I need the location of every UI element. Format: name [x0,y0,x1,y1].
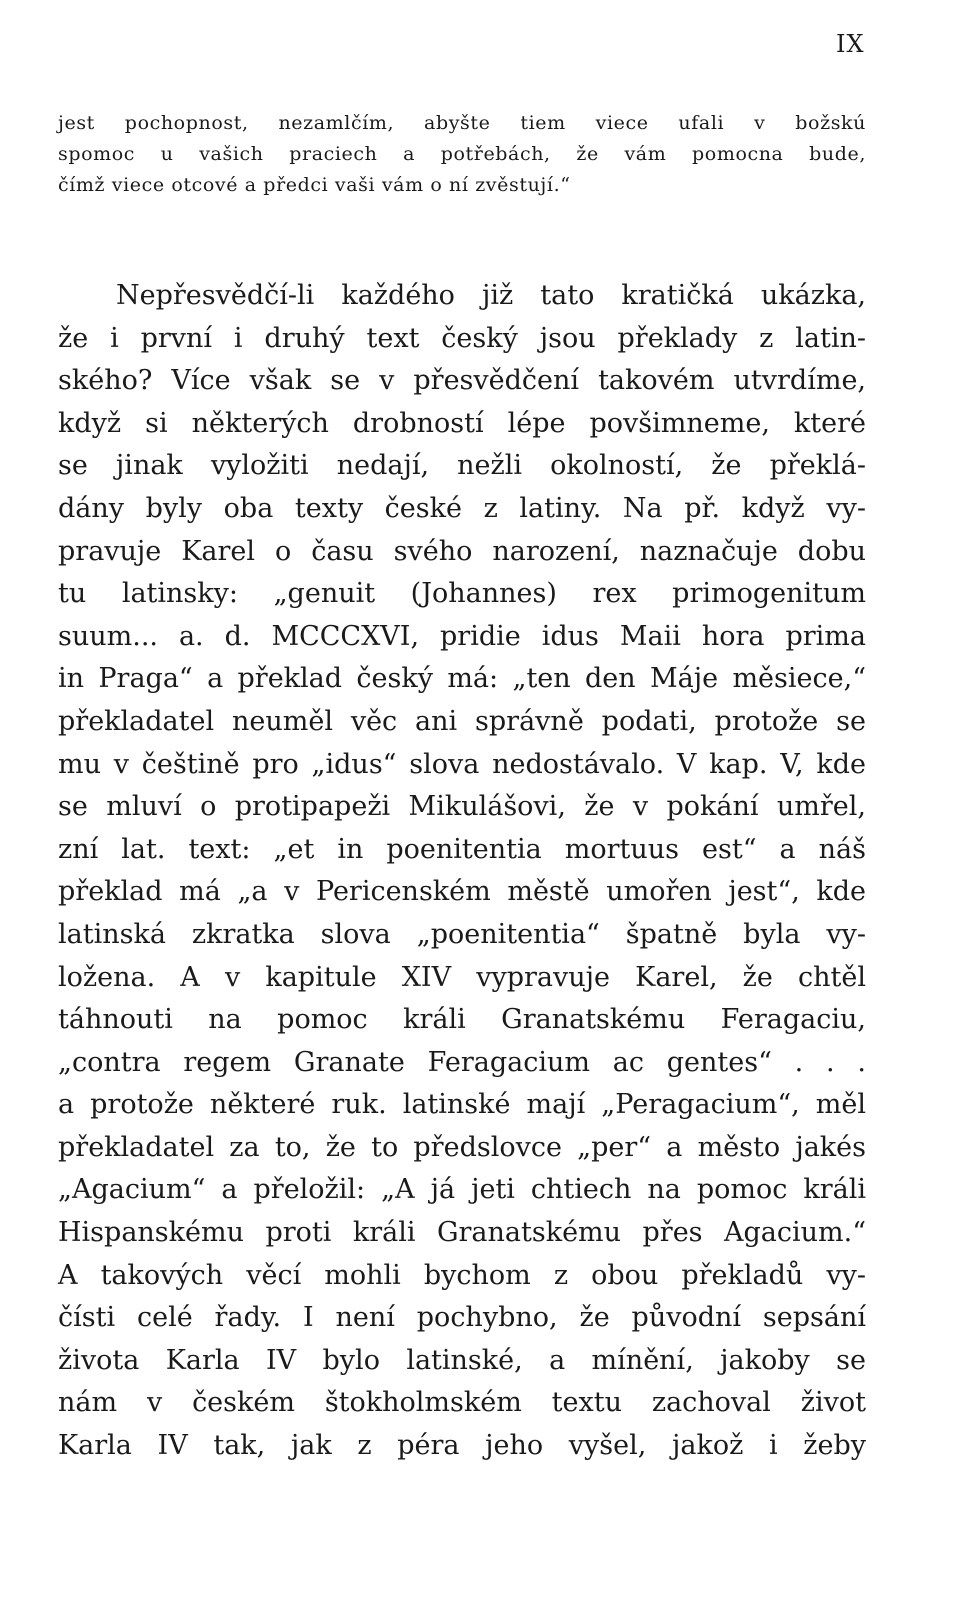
body-line: Hispanskému proti králi Granatskému přes Agacium.“ [58,1217,866,1249]
body-line: A takových věcí mohli bychom z obou překladů vy- [58,1259,866,1291]
body-line: Nepřesvědčí-li každého již tato kratičká ukázka, [116,280,866,311]
body-line: suum... a. d. MCCCXVI, pridie idus Maii hora prima [58,620,866,652]
quote-line: spomoc u vašich praciech a potřebách, že vám pomocna bude, [58,143,866,165]
body-line: překladatel neuměl věc ani správně podati, protože se [58,705,866,737]
quote-block [58,108,866,201]
body-line: překlad má „a v Pericenském městě umořen jest“, kde [58,876,866,908]
body-line: života Karla IV bylo latinské, a mínění, jakoby se [58,1344,866,1376]
body-line: dány byly oba texty české z latiny. Na př. když vy- [58,492,866,524]
body-line: „Agacium“ a přeložil: „A já jeti chtiech na pomoc králi [58,1174,866,1206]
body-line: se jinak vyložiti nedají, nežli okolností, že překlá- [58,450,866,482]
body-line: in Praga“ a překlad český má: „ten den Máje měsiece,“ [58,663,866,695]
body-line: překladatel za to, že to předslovce „per“ a město jakés [58,1131,866,1163]
body-line: ložena. A v kapitule XIV vypravuje Karel, že chtěl [58,961,866,993]
body-line: že i první i druhý text český jsou překlady z latin- [58,322,866,354]
body-line: čísti celé řady. I není pochybno, že původní sepsání [58,1302,866,1334]
page-number: IX [836,30,865,58]
body-line: zní lat. text: „et in poenitentia mortuus est“ a náš [58,833,866,865]
quote-line: jest pochopnost, nezamlčím, abyšte tiem viece ufali v božskú [58,112,866,134]
body-line: a protože některé ruk. latinské mají „Peragacium“, měl [58,1089,866,1121]
quote-line: čímž viece otcové a předci vaši vám o ní zvěstují.“ [58,174,571,196]
body-line: ského? Více však se v přesvědčení takovém utvrdíme, [58,365,866,397]
body-line: když si některých drobností lépe povšimneme, které [58,407,866,439]
body-line: „contra regem Granate Feragacium ac gentes“ . . . [58,1046,866,1078]
body-line: se mluví o protipapeži Mikulášovi, že v pokání umřel, [58,791,866,823]
body-line: latinská zkratka slova „poenitentia“ špatně byla vy- [58,918,866,950]
body-line: tu latinsky: „genuit (Johannes) rex primogenitum [58,578,866,610]
body-line: mu v češtině pro „idus“ slova nedostávalo. V kap. V, kde [58,748,866,780]
body-line: pravuje Karel o času svého narození, naznačuje dobu [58,535,866,567]
body-paragraph [58,275,866,1468]
body-line: nám v českém štokholmském textu zachoval život [58,1387,866,1419]
body-line: táhnouti na pomoc králi Granatskému Feragaciu, [58,1004,866,1036]
body-line: Karla IV tak, jak z péra jeho vyšel, jakož i žeby [58,1430,866,1462]
